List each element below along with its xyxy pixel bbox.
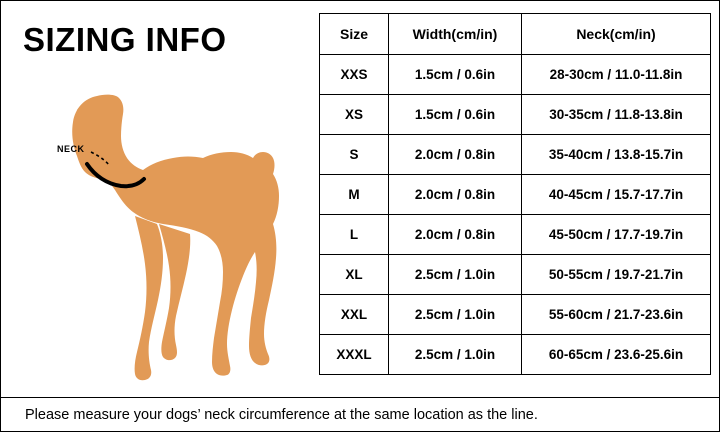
cell-size: XXS <box>320 55 389 95</box>
table-row <box>320 95 711 135</box>
cell-size: XXXL <box>320 335 389 375</box>
cell-neck: 60-65cm / 23.6-25.6in <box>522 335 711 375</box>
cell-width: 2.0cm / 0.8in <box>389 175 522 215</box>
cell-width: 1.5cm / 0.6in <box>389 95 522 135</box>
table-row <box>320 55 711 95</box>
footer-note-bar <box>1 397 719 431</box>
dog-front-leg-shape <box>135 216 163 380</box>
table-row <box>320 255 711 295</box>
cell-width: 2.5cm / 1.0in <box>389 335 522 375</box>
cell-size: S <box>320 135 389 175</box>
dog-front-leg-shape-2 <box>159 224 190 360</box>
cell-width: 2.0cm / 0.8in <box>389 135 522 175</box>
table-row <box>320 135 711 175</box>
cell-size: M <box>320 175 389 215</box>
page-title: SIZING INFO <box>23 21 227 58</box>
cell-neck: 30-35cm / 11.8-13.8in <box>522 95 711 135</box>
dog-illustration <box>11 76 311 386</box>
cell-neck: 28-30cm / 11.0-11.8in <box>522 55 711 95</box>
dog-silhouette-icon <box>11 76 311 386</box>
cell-neck: 55-60cm / 21.7-23.6in <box>522 295 711 335</box>
cell-size: XXL <box>320 295 389 335</box>
footer-note: Please measure your dogs’ neck circumference at the same location as the line. <box>25 406 538 423</box>
size-table-wrap <box>319 13 709 375</box>
cell-neck: 45-50cm / 17.7-19.7in <box>522 215 711 255</box>
cell-width: 2.5cm / 1.0in <box>389 295 522 335</box>
table-row <box>320 335 711 375</box>
table-row <box>320 215 711 255</box>
cell-width: 2.0cm / 0.8in <box>389 215 522 255</box>
header-width: Width(cm/in) <box>389 14 522 55</box>
cell-neck: 35-40cm / 13.8-15.7in <box>522 135 711 175</box>
header-neck: Neck(cm/in) <box>522 14 711 55</box>
cell-size: XS <box>320 95 389 135</box>
cell-width: 2.5cm / 1.0in <box>389 255 522 295</box>
cell-neck: 50-55cm / 19.7-21.7in <box>522 255 711 295</box>
cell-neck: 40-45cm / 15.7-17.7in <box>522 175 711 215</box>
cell-width: 1.5cm / 0.6in <box>389 55 522 95</box>
table-header-row <box>320 14 711 55</box>
table-row <box>320 175 711 215</box>
size-table <box>319 13 711 375</box>
cell-size: XL <box>320 255 389 295</box>
header-size: Size <box>320 14 389 55</box>
illustration-panel <box>1 1 311 397</box>
neck-label: NECK <box>57 144 85 154</box>
cell-size: L <box>320 215 389 255</box>
table-row <box>320 295 711 335</box>
